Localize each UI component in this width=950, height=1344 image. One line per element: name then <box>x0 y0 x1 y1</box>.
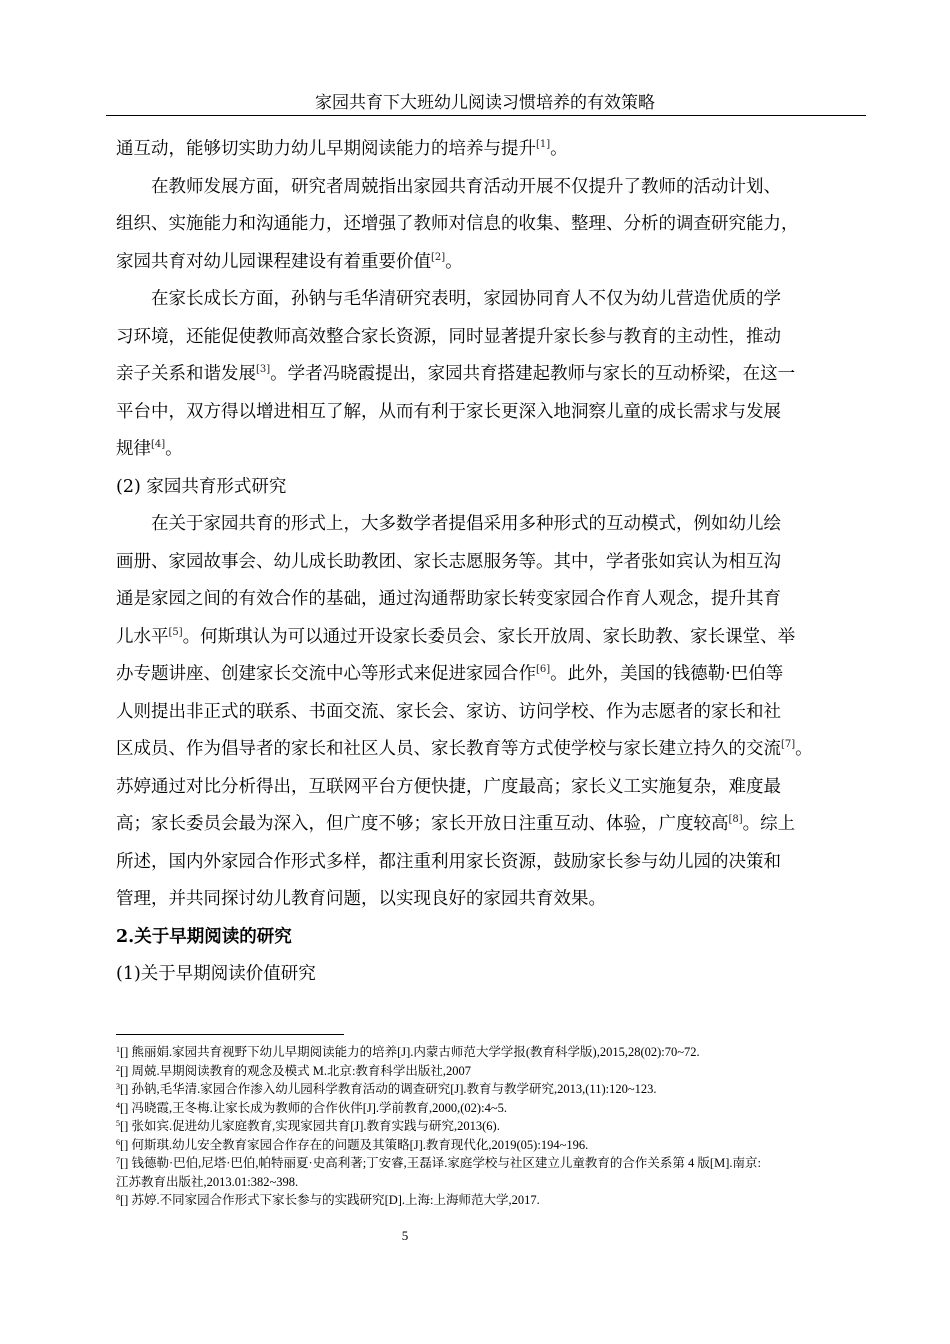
body-line: 组织、实施能力和沟通能力，还增强了教师对信息的收集、整理、分析的调查研究能力， <box>116 214 799 234</box>
citation-marker: [1] <box>536 139 551 150</box>
body-line: 亲子关系和谐发展[3]。学者冯晓霞提出，家园共育搭建起教师与家长的互动桥梁，在这一 <box>116 364 796 384</box>
header-rule <box>106 115 866 116</box>
subsection-heading: (1)关于早期阅读价值研究 <box>116 964 316 984</box>
section-heading: 2.关于早期阅读的研究 <box>116 926 292 947</box>
footnote: $^4$[] 冯晓霞,王冬梅.让家长成为教师的合作伙伴[J].学前教育,2000,(02):4~5. <box>116 1100 507 1115</box>
body-line: 管理，并共同探讨幼儿教育问题，以实现良好的家园共育效果。 <box>116 889 606 909</box>
body-line: 规律[4]。 <box>116 439 183 459</box>
footnote: $^2$[] 周兢.早期阅读教育的观念及模式 M.北京:教育科学出版社,2007 <box>116 1063 472 1078</box>
footnote: $^6$[] 何斯琪.幼儿安全教育家园合作存在的问题及其策略[J].教育现代化,2019(05):194~196. <box>116 1137 589 1152</box>
body-line: 家园共育对幼儿园课程建设有着重要价值[2]。 <box>116 251 463 272</box>
body-line: 在关于家园共育的形式上，大多数学者提倡采用多种形式的互动模式，例如幼儿绘 <box>151 514 781 534</box>
footnote: $^3$[] 孙钠,毛华清.家园合作渗入幼儿园科学教育活动的调查研究[J].教育与教学研究,2013,(11):120~123. <box>116 1082 657 1096</box>
body-line: 习环境，还能促使教师高效整合家长资源，同时显著提升家长参与教育的主动性，推动 <box>116 326 781 347</box>
citation-marker: [8] <box>728 814 743 825</box>
subsection-heading: (2) 家园共育形式研究 <box>116 476 287 497</box>
body-line: 在教师发展方面，研究者周兢指出家园共育活动开展不仅提升了教师的活动计划、 <box>151 176 781 197</box>
body-text <box>116 131 876 994</box>
footnote: $^7$[] 钱德勒·巴伯,尼塔·巴伯,帕特丽夏·史高利著;丁安睿,王磊译.家庭学校与社区建立儿童教育的合作关系第 4 版[M].南京: <box>116 1156 761 1170</box>
citation-marker: [4] <box>151 439 166 450</box>
footnote: $^1$[] 熊丽娟.家园共育视野下幼儿早期阅读能力的培养[J].内蒙古师范大学学报(教育科学版),2015,28(02):70~72. <box>116 1045 700 1059</box>
footnote-separator <box>116 1034 344 1035</box>
citation-marker: [6] <box>536 664 551 675</box>
citation-marker: [3] <box>256 364 271 375</box>
body-line: 儿水平[5]。何斯琪认为可以通过开设家长委员会、家长开放周、家长助教、家长课堂、举 <box>116 626 796 647</box>
citation-marker: [5] <box>168 626 183 638</box>
citation-marker: [7] <box>781 739 796 750</box>
footnote: $^8$[] 苏婷.不同家园合作形式下家长参与的实践研究[D].上海:上海师范大学,2017. <box>116 1193 540 1207</box>
body-line: 人则提出非正式的联系、书面交流、家长会、家访、访问学校、作为志愿者的家长和社 <box>116 701 781 722</box>
body-line: 通是家园之间的有效合作的基础，通过沟通帮助家长转变家园合作育人观念，提升其育 <box>116 589 781 609</box>
footnote: $^5$[] 张如宾.促进幼儿家庭教育,实现家园共育[J].教育实践与研究,2013(6). <box>116 1119 500 1133</box>
body-line: 所述，国内外家园合作形式多样，都注重利用家长资源，鼓励家长参与幼儿园的决策和 <box>116 851 781 872</box>
body-line: 画册、家园故事会、幼儿成长助教团、家长志愿服务等。其中，学者张如宾认为相互沟 <box>116 551 781 572</box>
citation-marker: [2] <box>431 251 446 263</box>
body-line: 平台中，双方得以增进相互了解，从而有利于家长更深入地洞察儿童的成长需求与发展 <box>116 401 781 422</box>
body-line: 区成员、作为倡导者的家长和社区人员、家长教育等方式使学校与家长建立持久的交流[7]。 <box>116 739 813 759</box>
body-line: 高；家长委员会最为深入，但广度不够；家长开放日注重互动、体验，广度较高[8]。综上 <box>116 814 796 834</box>
body-line: 办专题讲座、创建家长交流中心等形式来促进家园合作[6]。此外，美国的钱德勒·巴伯等 <box>116 664 784 684</box>
page-number: 5 <box>401 1228 409 1243</box>
footnote-continuation: 江苏教育出版社,2013.01:382~398. <box>116 1174 299 1189</box>
footnotes <box>116 1043 856 1210</box>
body-line: 苏婷通过对比分析得出，互联网平台方便快捷，广度最高；家长义工实施复杂，难度最 <box>116 776 781 797</box>
body-line: 在家长成长方面，孙钠与毛华清研究表明，家园协同育人不仅为幼儿营造优质的学 <box>151 289 781 309</box>
running-header-title: 家园共育下大班幼儿阅读习惯培养的有效策略 <box>315 93 655 113</box>
body-line: 通互动，能够切实助力幼儿早期阅读能力的培养与提升[1]。 <box>116 139 568 159</box>
